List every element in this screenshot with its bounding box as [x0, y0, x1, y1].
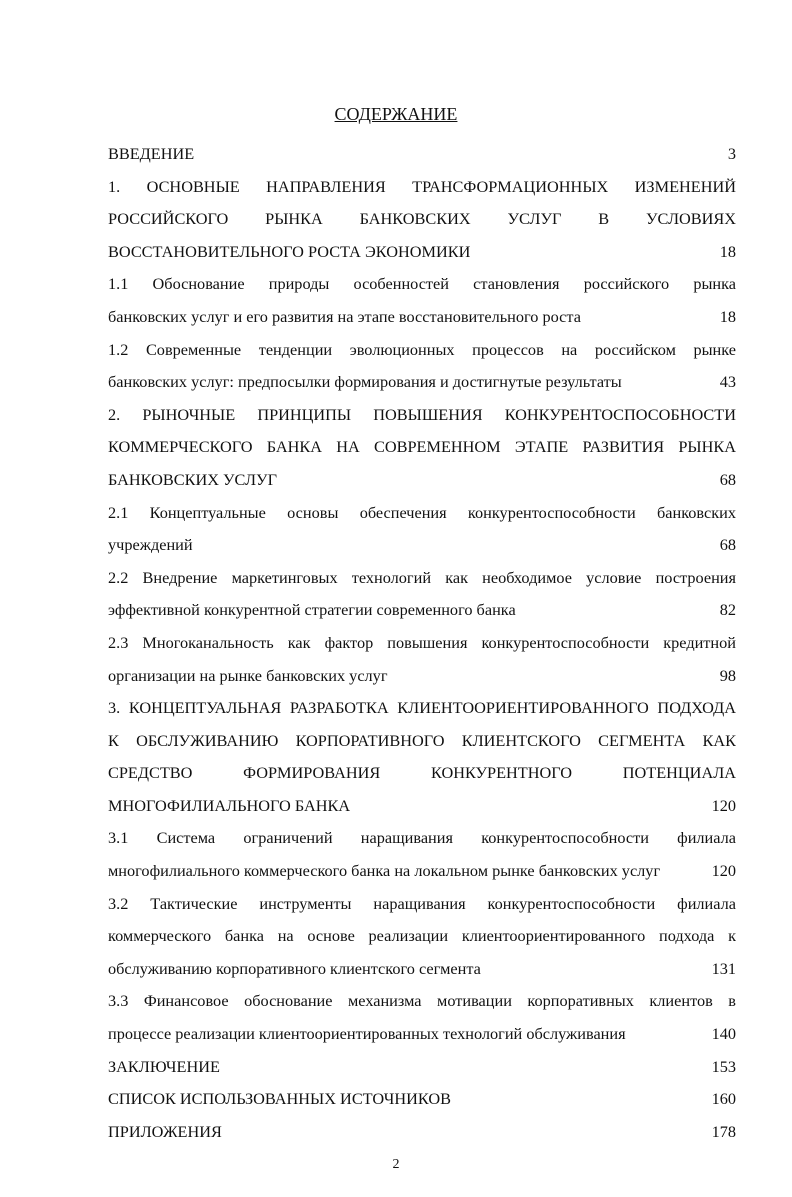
- toc-entry-line: 2. РЫНОЧНЫЕ ПРИНЦИПЫ ПОВЫШЕНИЯ КОНКУРЕНТОСПОСОБНОСТИ: [108, 404, 736, 424]
- toc-entry-last-line: [108, 138, 736, 171]
- toc-entry-last-line: [108, 594, 736, 627]
- toc-entry: [108, 334, 736, 399]
- toc-entry-last-line: [108, 529, 736, 562]
- toc-entry-title: процессе реализации клиентоориентированных технологий обслуживания: [108, 1024, 626, 1044]
- toc-entry-page: 98: [719, 665, 736, 685]
- toc-entry-title: эффективной конкурентной стратегии современного банка: [108, 600, 516, 620]
- toc-entry: [108, 1051, 736, 1084]
- toc-entry-page: 68: [719, 469, 736, 489]
- toc-entry-title: БАНКОВСКИХ УСЛУГ: [108, 469, 277, 489]
- toc-entry-title: организации на рынке банковских услуг: [108, 665, 388, 685]
- toc-entry: [108, 822, 736, 887]
- toc-entry-title: МНОГОФИЛИАЛЬНОГО БАНКА: [108, 795, 351, 815]
- toc-entry: [108, 692, 736, 822]
- table-of-contents: [108, 138, 736, 1148]
- toc-entry: [108, 627, 736, 692]
- toc-entry-title: ЗАКЛЮЧЕНИЕ: [108, 1056, 220, 1076]
- toc-entry-line: 1. ОСНОВНЫЕ НАПРАВЛЕНИЯ ТРАНСФОРМАЦИОННЫХ ИЗМЕНЕНИЙ: [108, 176, 736, 196]
- toc-entry-last-line: [108, 1116, 736, 1149]
- toc-entry-last-line: [108, 1083, 736, 1116]
- toc-entry-title: ПРИЛОЖЕНИЯ: [108, 1121, 222, 1141]
- toc-entry-last-line: [108, 660, 736, 693]
- toc-entry-title: банковских услуг: предпосылки формирования и достигнутые результаты: [108, 372, 622, 392]
- toc-entry-last-line: [108, 366, 736, 399]
- toc-entry-title: обслуживанию корпоративного клиентского сегмента: [108, 958, 481, 978]
- toc-entry-line: К ОБСЛУЖИВАНИЮ КОРПОРАТИВНОГО КЛИЕНТСКОГО СЕГМЕНТА КАК: [108, 730, 736, 750]
- toc-entry-title: ВОССТАНОВИТЕЛЬНОГО РОСТА ЭКОНОМИКИ: [108, 241, 471, 261]
- toc-entry-page: 178: [711, 1121, 736, 1141]
- toc-entry: [108, 562, 736, 627]
- toc-entry-page: 120: [711, 795, 736, 815]
- toc-entry-line: 2.1 Концептуальные основы обеспечения конкурентоспособности банковских: [108, 502, 736, 522]
- toc-entry-title: СПИСОК ИСПОЛЬЗОВАННЫХ ИСТОЧНИКОВ: [108, 1089, 451, 1109]
- toc-entry-last-line: [108, 1051, 736, 1084]
- toc-entry-line: СРЕДСТВО ФОРМИРОВАНИЯ КОНКУРЕНТНОГО ПОТЕНЦИАЛА: [108, 763, 736, 783]
- toc-entry-page: 140: [711, 1024, 736, 1044]
- toc-entry: [108, 399, 736, 497]
- toc-entry-line: 3.1 Система ограничений наращивания конкурентоспособности филиала: [108, 828, 736, 848]
- toc-entry: [108, 888, 736, 986]
- toc-entry-page: 120: [711, 861, 736, 881]
- toc-entry: [108, 1116, 736, 1149]
- toc-entry-title: ВВЕДЕНИЕ: [108, 144, 195, 163]
- toc-entry-last-line: [108, 855, 736, 888]
- toc-entry-line: 3. КОНЦЕПТУАЛЬНАЯ РАЗРАБОТКА КЛИЕНТООРИЕНТИРОВАННОГО ПОДХОДА: [108, 698, 736, 718]
- toc-entry: [108, 985, 736, 1050]
- toc-entry-page: 82: [719, 600, 736, 620]
- toc-entry-page: 160: [711, 1089, 736, 1109]
- toc-entry-page: 3: [727, 144, 736, 163]
- toc-entry-line: КОММЕРЧЕСКОГО БАНКА НА СОВРЕМЕННОМ ЭТАПЕ РАЗВИТИЯ РЫНКА: [108, 437, 736, 457]
- toc-entry: [108, 268, 736, 333]
- toc-entry-last-line: [108, 953, 736, 986]
- toc-entry-page: 43: [719, 372, 736, 392]
- toc-entry-line: 1.1 Обоснование природы особенностей становления российского рынка: [108, 274, 736, 294]
- toc-entry-page: 131: [711, 958, 736, 978]
- toc-entry-last-line: [108, 236, 736, 269]
- toc-entry-last-line: [108, 790, 736, 823]
- page-title: СОДЕРЖАНИЕ: [334, 104, 458, 124]
- toc-entry: [108, 171, 736, 269]
- toc-entry-page: 153: [711, 1056, 736, 1076]
- toc-entry-title: банковских услуг и его развития на этапе восстановительного роста: [108, 306, 581, 326]
- toc-entry-last-line: [108, 1018, 736, 1051]
- toc-entry-line: 1.2 Современные тенденции эволюционных процессов на российском рынке: [108, 339, 736, 359]
- toc-entry-title: учреждений: [108, 535, 193, 555]
- toc-entry-page: 18: [719, 306, 736, 326]
- toc-entry: [108, 1083, 736, 1116]
- toc-entry-page: 68: [719, 535, 736, 555]
- toc-entry: [108, 138, 736, 171]
- toc-entry-line: 3.3 Финансовое обоснование механизма мотивации корпоративных клиентов в: [108, 991, 736, 1011]
- toc-entry: [108, 497, 736, 562]
- toc-entry-line: РОССИЙСКОГО РЫНКА БАНКОВСКИХ УСЛУГ В УСЛОВИЯХ: [108, 209, 736, 229]
- toc-entry-page: 18: [719, 241, 736, 261]
- toc-entry-last-line: [108, 301, 736, 334]
- toc-entry-line: 2.3 Многоканальность как фактор повышения конкурентоспособности кредитной: [108, 632, 736, 652]
- toc-entry-line: 2.2 Внедрение маркетинговых технологий как необходимое условие построения: [108, 567, 736, 587]
- page-number: 2: [392, 1157, 400, 1172]
- toc-entry-title: многофилиального коммерческого банка на локальном рынке банковских услуг: [108, 861, 661, 881]
- toc-entry-line: коммерческого банка на основе реализации клиентоориентированного подхода к: [108, 926, 736, 946]
- toc-entry-last-line: [108, 464, 736, 497]
- toc-entry-line: 3.2 Тактические инструменты наращивания конкурентоспособности филиала: [108, 893, 736, 913]
